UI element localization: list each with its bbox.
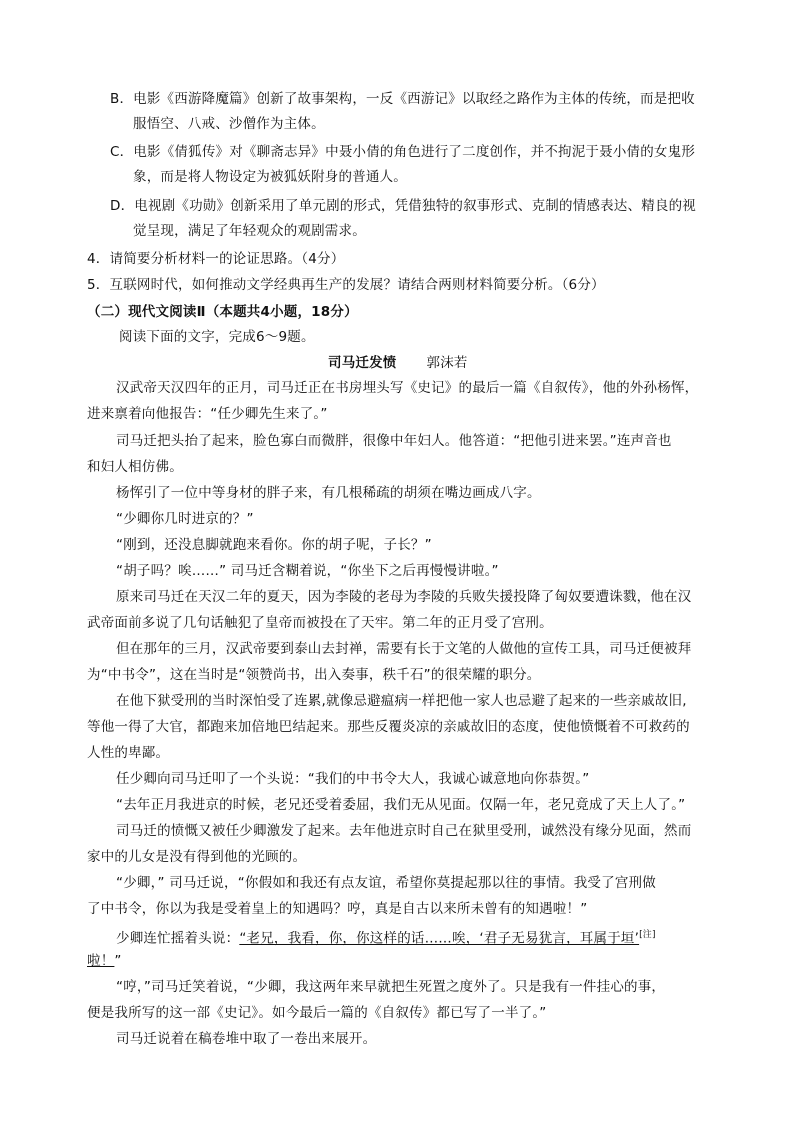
option-d-line-2: 觉呈现，满足了年轻观众的观剧需求。	[133, 223, 366, 239]
paragraph-15-line-2: 便是我所写的这一部《史记》。如今最后一篇的《自叙传》都已写了一半了。”	[87, 1005, 547, 1021]
option-c-line-2: 象，而是将人物设定为被狐妖附身的普通人。	[133, 169, 407, 185]
paragraph-5: “刚到，还没息脚就跑来看你。你的胡子呢，子长？”	[116, 537, 432, 553]
passage-title: 司马迁发愤	[328, 355, 397, 371]
paragraph-1-line-2: 进来禀着向他报告：“任少卿先生来了。”	[87, 406, 328, 422]
option-b-line-1: B．电影《西游降魔篇》创新了故事架构，一反《西游记》以取经之路作为主体的传统，而是把收	[110, 91, 695, 107]
paragraph-7-line-2: 武帝面前多说了几句话触犯了皇帝而被投在了天牢。第二年的正月受了宫刑。	[87, 615, 553, 631]
paragraph-13-line-2: 了中书令，你以为我是受着皇上的知遇吗？哼，真是自古以来所未曾有的知遇啦！”	[87, 901, 588, 917]
paragraph-1-line-1: 汉武帝天汉四年的正月，司马迁正在书房埋头写《史记》的最后一篇《自叙传》，他的外孙杨恽，	[116, 380, 699, 396]
paragraph-9-line-1: 在他下狱受刑的当时深怕受了连累,就像忌避瘟病一样把他一家人也忌避了起来的一些亲戚故旧,	[116, 693, 687, 709]
paragraph-12-line-1: 司马迁的愤慨又被任少卿激发了起来。去年他进京时自己在狱里受刑，诚然没有缘分见面，然而	[116, 823, 692, 839]
paragraph-8-line-2: 为“中书令”，这在当时是“领赞尚书，出入奏事，秩千石”的很荣耀的职分。	[87, 667, 541, 683]
paragraph-14-lead: 少卿连忙摇着头说：	[116, 930, 240, 947]
paragraph-10: 任少卿向司马迁叩了一个头说：“我们的中书令大人，我诚心诚意地向你恭贺。”	[116, 771, 590, 787]
underlined-quote: “老兄，我看，你，你这样的话……唉，‘君子无易犹言，耳属于垣’	[239, 930, 640, 947]
paragraph-2-line-2: 和妇人相仿佛。	[87, 459, 183, 475]
option-b-line-2: 服悟空、八戒、沙僧作为主体。	[133, 116, 325, 132]
paragraph-9-line-3: 人性的卑鄙。	[87, 745, 170, 761]
question-5: 5．互联网时代，如何推动文学经典再生产的发展？请结合两则材料简要分析。（6分）	[87, 277, 605, 293]
paragraph-8-line-1: 但在那年的三月，汉武帝要到泰山去封禅，需要有长于文笔的人做他的宣传工具，司马迁便被拜	[116, 641, 692, 657]
paragraph-2-line-1: 司马迁把头抬了起来，脸色寡白而微胖，很像中年妇人。他答道：“把他引进来罢。”连声音也	[116, 433, 672, 449]
paragraph-11: “去年正月我进京的时候，老兄还受着委屈，我们无从见面。仅隔一年，老兄竟成了天上人了。”	[116, 797, 686, 813]
section-instruction: 阅读下面的文字，完成6～9题。	[119, 329, 315, 345]
underlined-quote-end: 啦！	[87, 953, 115, 969]
paragraph-12-line-2: 家中的儿女是没有得到他的光顾的。	[87, 849, 307, 865]
option-d-line-1: D．电视剧《功勋》创新采用了单元剧的形式，凭借独特的叙事形式、克制的情感表达、精良的视	[110, 198, 696, 214]
paragraph-9-line-2: 等他一得了大官，都跑来加倍地巴结起来。那些反覆炎凉的亲戚故旧的态度，使他愤慨着不可救药的	[87, 719, 690, 735]
paragraph-14-line-1	[116, 926, 656, 948]
quote-close: ”	[114, 953, 122, 969]
paragraph-13-line-1: “少卿，” 司马迁说，“你假如和我还有点友谊，希望你莫提起那以往的事情。我受了宫刑做	[116, 875, 656, 891]
section-heading: （二）现代文阅读Ⅱ（本题共4小题，18分）	[87, 304, 358, 320]
paragraph-3: 杨恽引了一位中等身材的胖子来，有几根稀疏的胡须在嘴边画成八字。	[116, 485, 541, 501]
paragraph-4: “少卿你几时进京的？”	[116, 511, 254, 527]
paragraph-6: “胡子吗？唉……” 司马迁含糊着说，“你坐下之后再慢慢讲啦。”	[116, 563, 499, 579]
footnote-marker: [注]	[639, 930, 656, 940]
paragraph-14-line-2	[87, 952, 122, 970]
question-4: 4．请简要分析材料一的论证思路。（4分）	[87, 251, 345, 267]
paragraph-16: 司马迁说着在稿卷堆中取了一卷出来展开。	[116, 1031, 377, 1047]
paragraph-15-line-1: “哼，”司马迁笑着说，“少卿，我这两年来早就把生死置之度外了。只是我有一件挂心的事，	[116, 979, 666, 995]
passage-author: 郭沫若	[426, 355, 468, 371]
passage-title-block	[328, 354, 468, 372]
option-c-line-1: C．电影《倩狐传》对《聊斋志异》中聂小倩的角色进行了二度创作，并不拘泥于聂小倩的女鬼形	[110, 144, 696, 160]
paragraph-7-line-1: 原来司马迁在天汉二年的夏天，因为李陵的老母为李陵的兵败失援投降了匈奴要遭诛戮，他在汉	[116, 589, 692, 605]
